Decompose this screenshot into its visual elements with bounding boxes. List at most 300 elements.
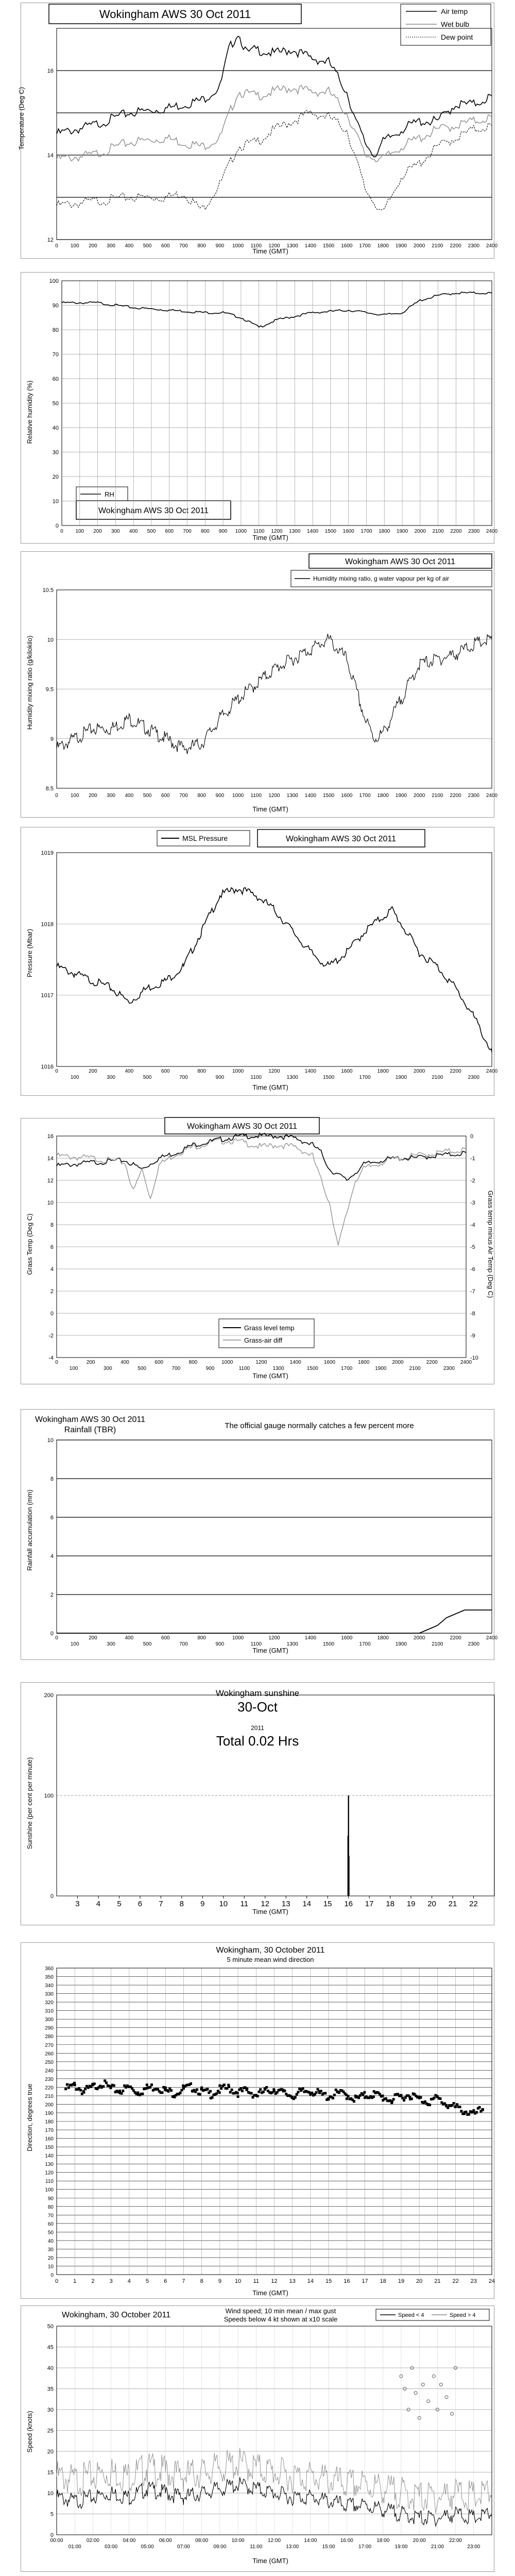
wind-speed-x-tick-label: 09:00 xyxy=(213,2544,227,2550)
wind-direction-point xyxy=(146,2083,148,2086)
wind-direction-point xyxy=(456,2103,458,2106)
sunshine-x-tick-label: 15 xyxy=(323,1900,332,1908)
mixing-ratio-x-tick-label: 1200 xyxy=(268,793,280,799)
mixing-ratio-x-tick-label: 900 xyxy=(215,793,225,799)
humidity-x-tick-label: 1500 xyxy=(324,529,336,534)
wind-direction-point xyxy=(237,2095,239,2098)
wind-direction-point xyxy=(231,2089,233,2091)
grass-y-tick-label: 0 xyxy=(50,1311,54,1317)
legend-label-air-temp: Air temp xyxy=(441,7,468,15)
wind-direction-point xyxy=(170,2089,173,2092)
wind-direction-point xyxy=(74,2083,76,2086)
wind-speed-x-tick-label: 15:00 xyxy=(322,2544,335,2550)
humidity-x-tick-label: 900 xyxy=(218,529,228,534)
wind-speed-x-tick-label: 01:00 xyxy=(68,2544,81,2550)
wind-direction-y-tick-label: 310 xyxy=(45,2008,54,2014)
wind-direction-chart xyxy=(0,1940,515,2300)
wind-direction-y-tick-label: 70 xyxy=(47,2213,54,2219)
mixing-ratio-y-tick-label: 10.5 xyxy=(42,587,54,594)
humidity-y-tick-label: 100 xyxy=(49,278,59,284)
wind-direction-point xyxy=(468,2113,470,2115)
wind-direction-point xyxy=(311,2092,313,2094)
wind-direction-point xyxy=(220,2087,222,2090)
temperature-series-air-temp-line xyxy=(57,36,492,157)
grass-x-tick-label: 300 xyxy=(104,1366,112,1371)
grass-x-tick-label: 1100 xyxy=(238,1366,250,1371)
mixing-ratio-x-tick-label: 2000 xyxy=(414,793,425,799)
wind-direction-x-tick-label: 5 xyxy=(145,2278,149,2284)
wind-direction-point xyxy=(79,2089,82,2091)
legend-label-mixing-ratio: Humidity mixing ratio, g water vapour per kg of air xyxy=(313,575,450,582)
wind-direction-point xyxy=(122,2090,124,2092)
mixing-ratio-x-tick-label: 1100 xyxy=(250,793,262,799)
humidity-x-tick-label: 800 xyxy=(200,529,210,534)
grass-y-tick-label: -2 xyxy=(48,1333,54,1339)
grass-y-right-tick-label: -1 xyxy=(470,1156,475,1162)
grass-x-tick-label: 600 xyxy=(154,1360,164,1365)
wind-direction-y-tick-label: 290 xyxy=(45,2025,54,2031)
wind-direction-point xyxy=(460,2110,462,2112)
wind-direction-point xyxy=(283,2090,286,2092)
sunshine-x-tick-label: 17 xyxy=(365,1900,374,1908)
pressure-x-tick-label: 800 xyxy=(197,1069,207,1074)
wind-direction-point xyxy=(338,2091,340,2094)
wind-speed-x-tick-label: 00:00 xyxy=(50,2538,63,2544)
humidity-y-tick-label: 20 xyxy=(52,474,59,480)
rainfall-y-tick-label: 0 xyxy=(50,1631,54,1637)
pressure-x-tick-label: 1500 xyxy=(323,1075,335,1080)
wind-direction-point xyxy=(428,2104,431,2106)
mixing-ratio-y-tick-label: 9 xyxy=(50,736,54,742)
wind-direction-y-tick-label: 200 xyxy=(45,2102,54,2108)
grass-y-right-tick-label: -5 xyxy=(470,1244,475,1250)
humidity-x-tick-label: 500 xyxy=(147,529,156,534)
sunshine-x-axis-label: Time (GMT) xyxy=(252,1908,288,1916)
wind-speed-y-tick-label: 30 xyxy=(47,2407,54,2413)
wind-speed-y-tick-label: 35 xyxy=(47,2386,54,2393)
wind-direction-point xyxy=(141,2093,144,2095)
rainfall-y-tick-label: 4 xyxy=(50,1553,54,1560)
wind-direction-x-tick-label: 11 xyxy=(253,2278,260,2284)
wind-direction-y-tick-label: 170 xyxy=(45,2128,54,2134)
wind-speed-x-tick-label: 13:00 xyxy=(286,2544,299,2550)
wind-direction-y-tick-label: 180 xyxy=(45,2119,54,2125)
wind-direction-point xyxy=(363,2091,366,2094)
sunshine-x-tick-label: 6 xyxy=(138,1900,143,1908)
wind-speed-x-tick-label: 16:00 xyxy=(340,2538,353,2544)
wind-direction-x-tick-label: 15 xyxy=(325,2278,332,2284)
rainfall-x-tick-label: 400 xyxy=(125,1635,134,1641)
humidity-y-tick-label: 10 xyxy=(52,498,59,505)
grass-y-axis-right-label: Grass temp minus Air Temp (Deg C) xyxy=(487,1190,494,1298)
rainfall-chart xyxy=(0,1406,515,1664)
temperature-x-tick-label: 200 xyxy=(89,243,97,249)
wind-direction-point xyxy=(102,2085,105,2088)
sunshine-y-tick-label: 0 xyxy=(50,1893,54,1900)
wind-direction-x-tick-label: 14 xyxy=(307,2278,314,2284)
wind-direction-y-tick-label: 220 xyxy=(45,2085,54,2091)
pressure-x-tick-label: 0 xyxy=(55,1069,58,1074)
humidity-x-tick-label: 600 xyxy=(165,529,174,534)
grass-x-tick-label: 200 xyxy=(86,1360,95,1365)
mixing-ratio-x-tick-label: 2200 xyxy=(450,793,461,799)
wind-direction-y-tick-label: 40 xyxy=(47,2238,54,2244)
rainfall-x-tick-label: 1400 xyxy=(304,1635,317,1641)
temperature-x-tick-label: 1100 xyxy=(250,243,262,249)
wind-direction-x-tick-label: 10 xyxy=(234,2278,242,2284)
sunshine-x-tick-label: 11 xyxy=(240,1900,249,1908)
wind-direction-y-tick-label: 260 xyxy=(45,2051,54,2057)
wind-direction-y-tick-label: 140 xyxy=(45,2153,54,2159)
grass-x-tick-label: 1900 xyxy=(375,1366,387,1371)
temperature-series-wet-bulb-line xyxy=(57,86,492,162)
wind-direction-point xyxy=(256,2095,259,2097)
wind-speed-legend xyxy=(376,2309,489,2320)
wind-direction-y-tick-label: 330 xyxy=(45,1991,54,1997)
wind-direction-point xyxy=(328,2098,330,2100)
humidity-x-tick-label: 1200 xyxy=(271,529,283,534)
temperature-x-tick-label: 400 xyxy=(125,243,134,249)
rainfall-x-tick-label: 700 xyxy=(179,1641,188,1647)
temperature-y-tick-label: 12 xyxy=(47,237,54,243)
rainfall-x-tick-label: 0 xyxy=(55,1635,58,1641)
mixing-ratio-x-tick-label: 2100 xyxy=(432,793,443,799)
wind-speed-low-point xyxy=(445,2396,448,2399)
sunshine-x-tick-label: 20 xyxy=(427,1900,436,1908)
humidity-x-tick-label: 1000 xyxy=(235,529,247,534)
rainfall-plot-area xyxy=(57,1440,492,1633)
rainfall-x-tick-label: 2000 xyxy=(414,1635,425,1641)
wind-speed-y-tick-label: 50 xyxy=(47,2324,54,2330)
wind-speed-chart-panel xyxy=(0,2303,515,2573)
pressure-x-axis-label: Time (GMT) xyxy=(252,1083,288,1091)
mixing-ratio-x-tick-label: 1400 xyxy=(304,793,317,799)
wind-direction-y-tick-label: 280 xyxy=(45,2034,54,2040)
wind-direction-point xyxy=(482,2108,484,2111)
pressure-x-tick-label: 300 xyxy=(107,1075,115,1080)
wind-speed-y-tick-label: 0 xyxy=(50,2532,54,2538)
legend-label-speed-above-4: Speed > 4 xyxy=(450,2312,476,2318)
legend-label-grass-level-temp: Grass level temp xyxy=(244,1324,295,1332)
rainfall-x-tick-label: 1300 xyxy=(286,1641,298,1647)
wind-direction-y-tick-label: 80 xyxy=(47,2204,54,2210)
humidity-x-tick-label: 2100 xyxy=(432,529,444,534)
rainfall-note: The official gauge normally catches a few percent more xyxy=(225,1421,414,1430)
temperature-chart xyxy=(0,0,515,263)
humidity-x-tick-label: 2400 xyxy=(486,529,498,534)
rainfall-x-tick-label: 2400 xyxy=(486,1635,498,1641)
grass-y-tick-label: 8 xyxy=(50,1222,54,1228)
wind-direction-x-tick-label: 4 xyxy=(127,2278,131,2284)
wind-direction-point xyxy=(465,2111,468,2113)
humidity-x-tick-label: 1800 xyxy=(379,529,390,534)
humidity-legend xyxy=(76,487,128,501)
temperature-x-tick-label: 1400 xyxy=(304,243,317,249)
sunshine-x-tick-label: 8 xyxy=(179,1900,184,1908)
grass-x-tick-label: 2000 xyxy=(392,1360,404,1365)
wind-direction-x-tick-label: 1 xyxy=(73,2278,77,2284)
sunshine-x-tick-label: 10 xyxy=(219,1900,228,1908)
grass-x-tick-label: 100 xyxy=(69,1366,78,1371)
grass-x-tick-label: 1300 xyxy=(272,1366,284,1371)
wind-speed-low-point xyxy=(451,2412,454,2415)
grass-x-tick-label: 2300 xyxy=(443,1366,455,1371)
wind-speed-subtitle-2: Speeds below 4 kt shown at x10 scale xyxy=(224,2315,338,2323)
pressure-x-tick-label: 1700 xyxy=(359,1075,371,1080)
mixing-ratio-x-tick-label: 100 xyxy=(70,793,79,799)
wind-speed-x-tick-label: 04:00 xyxy=(123,2538,136,2544)
rainfall-x-tick-label: 100 xyxy=(70,1641,79,1647)
rainfall-title: Wokingham AWS 30 Oct 2011 xyxy=(35,1415,146,1424)
wind-direction-point xyxy=(297,2091,299,2093)
grass-chart-panel xyxy=(0,1115,515,1388)
wind-direction-y-axis-label: Direction, degrees true xyxy=(26,2083,33,2151)
sunshine-date: 30-Oct xyxy=(237,1699,278,1715)
grass-x-tick-label: 800 xyxy=(188,1360,198,1365)
wind-direction-point xyxy=(113,2084,115,2087)
wind-speed-x-tick-label: 11:00 xyxy=(250,2544,263,2550)
temperature-x-tick-label: 2200 xyxy=(450,243,461,249)
wind-speed-x-tick-label: 20:00 xyxy=(413,2538,426,2544)
wind-direction-point xyxy=(262,2091,265,2093)
wind-direction-x-tick-label: 7 xyxy=(182,2278,185,2284)
pressure-chart xyxy=(0,824,515,1100)
wind-direction-point xyxy=(105,2081,108,2084)
sunshine-title: Wokingham sunshine xyxy=(215,1688,300,1698)
sunshine-y-axis-label: Sunshine (per cent per minute) xyxy=(26,1757,33,1850)
mixing-ratio-chart xyxy=(0,549,515,822)
humidity-y-tick-label: 70 xyxy=(52,351,59,358)
wind-speed-x-tick-label: 05:00 xyxy=(141,2544,154,2550)
wind-speed-y-tick-label: 45 xyxy=(47,2344,54,2351)
pressure-x-tick-label: 2300 xyxy=(468,1075,479,1080)
wind-direction-y-tick-label: 190 xyxy=(45,2110,54,2116)
temperature-x-tick-label: 1300 xyxy=(286,243,298,249)
grass-y-axis-label: Grass Temp (Deg C) xyxy=(26,1213,33,1275)
grass-x-tick-label: 1800 xyxy=(358,1360,370,1365)
temperature-x-tick-label: 1500 xyxy=(323,243,335,249)
wind-speed-y-tick-label: 25 xyxy=(47,2428,54,2434)
wind-direction-title: Wokingham, 30 October 2011 xyxy=(216,1946,325,1955)
pressure-x-tick-label: 1400 xyxy=(304,1069,317,1074)
wind-direction-y-tick-label: 270 xyxy=(45,2042,54,2048)
wind-direction-x-axis-label: Time (GMT) xyxy=(252,2289,288,2297)
wind-direction-point xyxy=(478,2106,481,2109)
humidity-x-tick-label: 1300 xyxy=(289,529,301,534)
wind-direction-x-tick-label: 22 xyxy=(452,2278,459,2284)
mixing-ratio-x-tick-label: 600 xyxy=(161,793,170,799)
sunshine-total: Total 0.02 Hrs xyxy=(216,1733,299,1749)
wind-speed-x-axis-label: Time (GMT) xyxy=(252,2557,288,2565)
pressure-x-tick-label: 2000 xyxy=(414,1069,425,1074)
grass-y-right-tick-label: -9 xyxy=(470,1333,475,1339)
rainfall-x-tick-label: 1900 xyxy=(395,1641,407,1647)
pressure-x-tick-label: 600 xyxy=(161,1069,170,1074)
grass-y-right-tick-label: -10 xyxy=(470,1355,478,1361)
wind-direction-x-tick-label: 23 xyxy=(470,2278,477,2284)
rainfall-x-axis-label: Time (GMT) xyxy=(252,1647,288,1654)
wind-direction-point xyxy=(228,2086,230,2088)
grass-x-tick-label: 1700 xyxy=(341,1366,353,1371)
pressure-x-tick-label: 1900 xyxy=(395,1075,407,1080)
wind-speed-x-tick-label: 21:00 xyxy=(431,2544,444,2550)
wind-direction-point xyxy=(196,2088,198,2091)
pressure-x-tick-label: 500 xyxy=(143,1075,152,1080)
sunshine-x-tick-label: 5 xyxy=(117,1900,122,1908)
wind-direction-y-tick-label: 150 xyxy=(45,2145,54,2151)
rainfall-x-tick-label: 1500 xyxy=(323,1641,335,1647)
temperature-x-tick-label: 2000 xyxy=(414,243,425,249)
grass-y-right-tick-label: -8 xyxy=(470,1311,475,1317)
wind-direction-point xyxy=(320,2090,322,2092)
wind-speed-x-tick-label: 10:00 xyxy=(231,2538,245,2544)
grass-series-level-temp-line xyxy=(57,1133,466,1180)
wind-direction-point xyxy=(357,2096,360,2099)
wind-direction-y-tick-label: 100 xyxy=(45,2187,54,2193)
wind-direction-point xyxy=(391,2100,393,2103)
rainfall-y-axis-label: Rainfall accumulation (mm) xyxy=(26,1489,33,1571)
pressure-chart-panel xyxy=(0,824,515,1100)
wind-direction-y-tick-label: 110 xyxy=(45,2179,54,2185)
wind-direction-y-tick-label: 300 xyxy=(45,2017,54,2023)
wind-direction-x-tick-label: 24 xyxy=(488,2278,495,2284)
rainfall-x-tick-label: 2300 xyxy=(468,1641,479,1647)
wind-direction-x-tick-label: 18 xyxy=(380,2278,386,2284)
humidity-x-tick-label: 200 xyxy=(93,529,102,534)
wind-speed-low-point xyxy=(439,2383,442,2386)
humidity-x-tick-label: 100 xyxy=(75,529,84,534)
wind-direction-point xyxy=(265,2086,268,2089)
wind-direction-point xyxy=(67,2087,70,2089)
grass-x-tick-label: 700 xyxy=(171,1366,181,1371)
mixing-ratio-x-tick-label: 1900 xyxy=(395,793,407,799)
pressure-x-tick-label: 1300 xyxy=(286,1075,298,1080)
rainfall-y-tick-label: 10 xyxy=(47,1437,54,1444)
wind-speed-chart xyxy=(0,2303,515,2573)
humidity-y-tick-label: 90 xyxy=(52,302,59,309)
temperature-x-tick-label: 1800 xyxy=(377,243,389,249)
wind-direction-point xyxy=(215,2092,218,2095)
mixing-ratio-y-tick-label: 9.5 xyxy=(45,686,54,693)
wind-direction-point xyxy=(250,2092,253,2095)
humidity-x-tick-label: 0 xyxy=(60,529,63,534)
pressure-x-tick-label: 2200 xyxy=(450,1069,461,1074)
rainfall-y-tick-label: 6 xyxy=(50,1515,54,1521)
wind-direction-y-tick-label: 320 xyxy=(45,2000,54,2006)
grass-x-tick-label: 400 xyxy=(121,1360,129,1365)
wind-direction-point xyxy=(259,2088,262,2091)
wind-direction-x-tick-label: 19 xyxy=(398,2278,405,2284)
mixing-ratio-x-tick-label: 1700 xyxy=(359,793,371,799)
rainfall-x-tick-label: 900 xyxy=(215,1641,225,1647)
wind-direction-x-tick-label: 20 xyxy=(416,2278,423,2284)
grass-legend xyxy=(219,1319,314,1348)
wind-speed-x-tick-label: 06:00 xyxy=(159,2538,172,2544)
grass-y-right-tick-label: -4 xyxy=(470,1222,475,1228)
wind-direction-y-tick-label: 60 xyxy=(47,2221,54,2227)
humidity-chart-panel xyxy=(0,268,515,549)
pressure-x-tick-label: 1000 xyxy=(232,1069,244,1074)
pressure-x-tick-label: 700 xyxy=(179,1075,188,1080)
grass-y-tick-label: 10 xyxy=(47,1200,54,1206)
wind-direction-point xyxy=(401,2097,404,2099)
rainfall-y-tick-label: 2 xyxy=(50,1592,54,1598)
temperature-chart-panel xyxy=(0,0,515,263)
humidity-x-tick-label: 700 xyxy=(183,529,192,534)
wind-direction-point xyxy=(302,2087,304,2090)
temperature-x-tick-label: 800 xyxy=(197,243,207,249)
rainfall-x-tick-label: 200 xyxy=(89,1635,97,1641)
wind-direction-point xyxy=(164,2087,167,2089)
wind-direction-point xyxy=(419,2096,422,2099)
sunshine-x-tick-label: 7 xyxy=(159,1900,163,1908)
pressure-x-tick-label: 1100 xyxy=(250,1075,262,1080)
mixing-ratio-x-tick-label: 2400 xyxy=(486,793,498,799)
mixing-ratio-title: Wokingham AWS 30 Oct 2011 xyxy=(345,557,456,566)
grass-x-tick-label: 1500 xyxy=(306,1366,318,1371)
grass-y-tick-label: 16 xyxy=(47,1133,54,1140)
wind-direction-point xyxy=(472,2109,475,2112)
grass-y-tick-label: -4 xyxy=(48,1355,54,1361)
wind-direction-x-tick-label: 6 xyxy=(164,2278,167,2284)
sunshine-x-tick-label: 13 xyxy=(281,1900,290,1908)
wind-direction-x-tick-label: 8 xyxy=(200,2278,203,2284)
wind-direction-point xyxy=(179,2092,182,2094)
sunshine-x-tick-label: 22 xyxy=(469,1900,478,1908)
wind-direction-point xyxy=(199,2093,201,2095)
wind-speed-y-tick-label: 40 xyxy=(47,2365,54,2371)
grass-y-right-tick-label: -3 xyxy=(470,1200,475,1206)
wind-direction-point xyxy=(229,2091,232,2093)
rainfall-x-tick-label: 2200 xyxy=(450,1635,461,1641)
wind-direction-point xyxy=(200,2087,203,2089)
humidity-x-tick-label: 1100 xyxy=(253,529,265,534)
mixing-ratio-legend xyxy=(291,570,492,587)
mixing-ratio-x-tick-label: 1800 xyxy=(377,793,389,799)
wind-direction-point xyxy=(273,2090,276,2092)
pressure-y-tick-label: 1018 xyxy=(41,921,54,928)
temperature-title: Wokingham AWS 30 Oct 2011 xyxy=(99,8,251,21)
humidity-y-tick-label: 30 xyxy=(52,449,59,456)
sunshine-year: 2011 xyxy=(251,1724,264,1732)
temperature-x-tick-label: 2100 xyxy=(432,243,443,249)
mixing-ratio-x-tick-label: 800 xyxy=(197,793,207,799)
wind-direction-point xyxy=(161,2091,163,2094)
wind-speed-low-point xyxy=(414,2392,417,2395)
pressure-y-tick-label: 1017 xyxy=(41,992,54,999)
rainfall-x-tick-label: 1200 xyxy=(268,1635,280,1641)
humidity-x-tick-label: 2300 xyxy=(468,529,480,534)
rainfall-x-tick-label: 500 xyxy=(143,1641,152,1647)
temperature-y-tick-label: 16 xyxy=(47,68,54,74)
grass-x-tick-label: 500 xyxy=(138,1366,146,1371)
wind-speed-title: Wokingham, 30 October 2011 xyxy=(62,2311,171,2319)
sunshine-x-tick-label: 14 xyxy=(302,1900,312,1908)
wind-speed-x-tick-label: 23:00 xyxy=(467,2544,480,2550)
temperature-x-axis-label: Time (GMT) xyxy=(252,247,288,255)
wind-direction-point xyxy=(121,2092,123,2095)
wind-direction-point xyxy=(475,2111,478,2113)
wind-direction-point xyxy=(410,2097,413,2100)
temperature-series-dew-point-line xyxy=(57,110,492,210)
wind-direction-point xyxy=(400,2094,402,2096)
temperature-x-tick-label: 2400 xyxy=(486,243,498,249)
humidity-x-tick-label: 1400 xyxy=(306,529,319,534)
sunshine-x-tick-label: 16 xyxy=(344,1900,353,1908)
grass-x-tick-label: 900 xyxy=(205,1366,215,1371)
sunshine-chart-panel xyxy=(0,1680,515,1929)
temperature-y-tick-label: 14 xyxy=(47,152,54,159)
